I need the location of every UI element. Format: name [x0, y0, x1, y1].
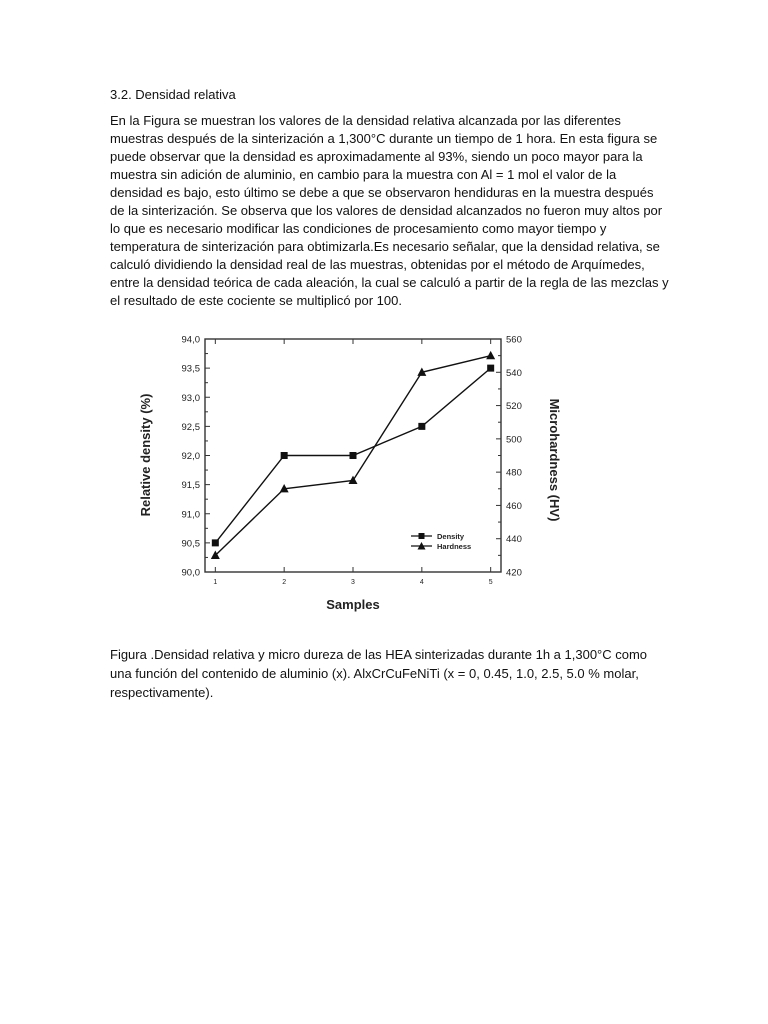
- y-tick-label: 93,0: [181, 392, 200, 404]
- body-line: entre la densidad teórica de cada aleación, la cual se calculó a partir de la regla de las mezclas y: [110, 275, 669, 290]
- x-axis-title: Samples: [326, 597, 380, 612]
- y-tick-label: 94,0: [181, 334, 200, 346]
- density-data-point: [281, 452, 288, 459]
- y-tick-label: 90,5: [181, 538, 200, 550]
- right-axis-ticks: [496, 335, 522, 579]
- x-tick-label: 5: [488, 579, 493, 586]
- series-layer: [211, 351, 495, 559]
- density-hardness-chart: [130, 325, 560, 620]
- body-paragraph: [110, 112, 670, 310]
- body-line: muestra sin adición de aluminio, en cambio para la muestra con Al = 1 mol el valor de la: [110, 167, 617, 182]
- left-axis-title: Relative density (%): [138, 393, 153, 517]
- y2-tick-label: 420: [506, 567, 522, 579]
- y2-tick-label: 460: [506, 500, 522, 512]
- y2-tick-label: 520: [506, 401, 522, 413]
- density-data-point: [418, 423, 425, 430]
- body-line: muestras después de la sinterización a 1,300°C durante un tiempo de 1 hora. En esta figura se: [110, 131, 658, 146]
- y-tick-label: 91,0: [181, 509, 200, 521]
- body-line: de la sinterización. Se observa que los valores de densidad alcanzados no fueron muy altos por: [110, 203, 663, 218]
- caption-line: respectivamente).: [110, 685, 214, 700]
- right-axis-title: Microhardness (HV): [547, 398, 562, 522]
- y-tick-label: 91,5: [181, 480, 200, 492]
- legend: [411, 532, 471, 551]
- section-heading: 3.2. Densidad relativa: [110, 87, 236, 102]
- body-line: densidad es bajo, esto último se debe a que se observaron hendiduras en la muestra después: [110, 185, 654, 200]
- body-line: temperatura de sinterización para obtimizarla.Es necesario señalar, que la densidad relativa, se: [110, 239, 660, 254]
- body-line: el resultado de este cociente se multiplicó por 100.: [110, 293, 402, 308]
- legend-density-marker: [419, 533, 425, 539]
- y-tick-label: 93,5: [181, 363, 200, 375]
- figure-caption: [110, 645, 670, 702]
- y2-tick-label: 540: [506, 367, 522, 379]
- caption-line: Figura .Densidad relativa y micro dureza de las HEA sinterizadas durante 1h a 1,300°C como: [110, 647, 648, 662]
- hardness-data-point: [486, 351, 495, 359]
- left-axis-ticks: [182, 335, 211, 579]
- caption-line: una función del contenido de aluminio (x). AlxCrCuFeNiTi (x = 0, 0.45, 1.0, 2.5, 5.0 % molar,: [110, 666, 639, 681]
- hardness-data-point: [349, 476, 358, 484]
- y2-tick-label: 560: [506, 334, 522, 346]
- legend-density-label: Density: [437, 532, 465, 541]
- y-tick-label: 92,5: [181, 421, 200, 433]
- y-tick-label: 92,0: [181, 451, 200, 462]
- density-data-point: [350, 452, 357, 459]
- y-tick-label: 90,0: [181, 567, 200, 579]
- legend-hardness-label: Hardness: [437, 542, 472, 551]
- y2-tick-label: 440: [506, 534, 522, 546]
- x-tick-label: 3: [351, 579, 355, 586]
- x-tick-label: 4: [419, 579, 424, 586]
- x-tick-label: 1: [213, 579, 218, 586]
- density-data-point: [212, 539, 219, 546]
- y2-tick-label: 500: [506, 434, 522, 446]
- density-data-point: [487, 365, 494, 372]
- figure-chart: [130, 325, 560, 620]
- body-line: puede observar que la densidad es aproximadamente al 93%, siendo un poco mayor para la: [110, 149, 643, 164]
- body-line: calculó dividiendo la densidad real de las muestras, obtenidas por el método de Arquímedes,: [110, 257, 645, 272]
- x-tick-label: 2: [282, 579, 287, 586]
- body-line: En la Figura se muestran los valores de la densidad relativa alcanzada por las diferentes: [110, 113, 621, 128]
- y2-tick-label: 480: [506, 467, 522, 479]
- body-line: lo que es necesario modificar las condiciones de procesamiento como mayor tiempo y: [110, 221, 607, 236]
